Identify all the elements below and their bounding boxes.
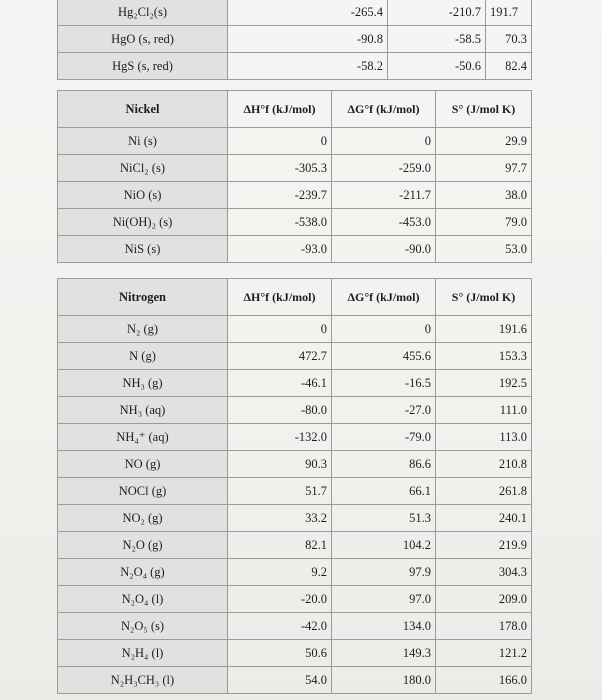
table-header-row	[58, 279, 532, 316]
enthalpy-value: -239.7	[228, 182, 332, 209]
compound-name: N (g)	[58, 343, 228, 370]
gibbs-value: 134.0	[332, 613, 436, 640]
gibbs-heading: ΔG°f (kJ/mol)	[332, 279, 436, 316]
compound-name: NH₄⁺ (aq)	[58, 424, 228, 451]
entropy-heading: S° (J/mol K)	[436, 279, 532, 316]
gibbs-value: -259.0	[332, 155, 436, 182]
enthalpy-heading: ΔH°f (kJ/mol)	[228, 279, 332, 316]
entropy-value: 166.0	[436, 667, 532, 694]
enthalpy-value: 54.0	[228, 667, 332, 694]
entropy-value: 192.5	[436, 370, 532, 397]
table-row	[58, 640, 532, 667]
entropy-value: 261.8	[436, 478, 532, 505]
compound-name: Hg₂Cl₂(s)	[58, 0, 228, 26]
table-row	[58, 424, 532, 451]
compound-name: NO₂ (g)	[58, 505, 228, 532]
element-heading: Nitrogen	[58, 279, 228, 316]
enthalpy-value: -20.0	[228, 586, 332, 613]
nitrogen-table	[57, 278, 532, 694]
entropy-value: 113.0	[436, 424, 532, 451]
enthalpy-value: 33.2	[228, 505, 332, 532]
gibbs-value: 86.6	[332, 451, 436, 478]
entropy-value: 79.0	[436, 209, 532, 236]
table-row	[58, 505, 532, 532]
compound-name: Ni (s)	[58, 128, 228, 155]
table-header-row	[58, 91, 532, 128]
compound-name: HgS (s, red)	[58, 53, 228, 80]
table-row	[58, 586, 532, 613]
enthalpy-value: -46.1	[228, 370, 332, 397]
gibbs-value: 97.9	[332, 559, 436, 586]
entropy-value: 111.0	[436, 397, 532, 424]
entropy-value: 219.9	[436, 532, 532, 559]
compound-name: N₂H₄ (l)	[58, 640, 228, 667]
entropy-value: 29.9	[436, 128, 532, 155]
compound-name: N₂ (g)	[58, 316, 228, 343]
enthalpy-value: -58.2	[228, 53, 388, 80]
compound-name: NOCl (g)	[58, 478, 228, 505]
table-row	[58, 182, 532, 209]
enthalpy-value: 90.3	[228, 451, 332, 478]
table-row	[58, 370, 532, 397]
gibbs-value: 180.0	[332, 667, 436, 694]
compound-name: HgO (s, red)	[58, 26, 228, 53]
gibbs-value: 51.3	[332, 505, 436, 532]
gibbs-value: 97.0	[332, 586, 436, 613]
enthalpy-value: -265.4	[228, 0, 388, 26]
gibbs-value: -50.6	[388, 53, 486, 80]
compound-name: NH₃ (aq)	[58, 397, 228, 424]
table-row	[58, 53, 532, 80]
entropy-value: 70.3	[486, 26, 532, 53]
table-row	[58, 667, 532, 694]
nickel-table	[57, 90, 532, 263]
table-row	[58, 26, 532, 53]
table-row	[58, 478, 532, 505]
enthalpy-value: -42.0	[228, 613, 332, 640]
table-row	[58, 209, 532, 236]
compound-name: N₂O₅ (s)	[58, 613, 228, 640]
enthalpy-value: 0	[228, 316, 332, 343]
enthalpy-value: 51.7	[228, 478, 332, 505]
table-row	[58, 343, 532, 370]
compound-name: NH₃ (g)	[58, 370, 228, 397]
table-row	[58, 559, 532, 586]
compound-name: NO (g)	[58, 451, 228, 478]
enthalpy-value: -93.0	[228, 236, 332, 263]
table-row	[58, 236, 532, 263]
enthalpy-value: 9.2	[228, 559, 332, 586]
enthalpy-value: -538.0	[228, 209, 332, 236]
table-row	[58, 613, 532, 640]
gibbs-value: -79.0	[332, 424, 436, 451]
gibbs-value: 0	[332, 316, 436, 343]
table-row	[58, 316, 532, 343]
gibbs-value: 104.2	[332, 532, 436, 559]
table-row	[58, 532, 532, 559]
entropy-value: 210.8	[436, 451, 532, 478]
gibbs-value: -210.7	[388, 0, 486, 26]
compound-name: N₂O₄ (l)	[58, 586, 228, 613]
element-heading: Nickel	[58, 91, 228, 128]
entropy-value: 191.6	[436, 316, 532, 343]
entropy-value: 121.2	[436, 640, 532, 667]
table-row	[58, 128, 532, 155]
gibbs-value: -211.7	[332, 182, 436, 209]
gibbs-heading: ΔG°f (kJ/mol)	[332, 91, 436, 128]
gibbs-value: 0	[332, 128, 436, 155]
enthalpy-value: 472.7	[228, 343, 332, 370]
gibbs-value: -27.0	[332, 397, 436, 424]
enthalpy-value: 82.1	[228, 532, 332, 559]
gibbs-value: -90.0	[332, 236, 436, 263]
compound-name: N₂H₃CH₃ (l)	[58, 667, 228, 694]
enthalpy-heading: ΔH°f (kJ/mol)	[228, 91, 332, 128]
enthalpy-value: -90.8	[228, 26, 388, 53]
enthalpy-value: -80.0	[228, 397, 332, 424]
gibbs-value: 455.6	[332, 343, 436, 370]
table-row	[58, 397, 532, 424]
compound-name: N₂O₄ (g)	[58, 559, 228, 586]
entropy-value: 178.0	[436, 613, 532, 640]
compound-name: Ni(OH)₂ (s)	[58, 209, 228, 236]
entropy-value: 191.7	[486, 0, 532, 26]
gibbs-value: -16.5	[332, 370, 436, 397]
entropy-value: 82.4	[486, 53, 532, 80]
enthalpy-value: -132.0	[228, 424, 332, 451]
table-row	[58, 155, 532, 182]
compound-name: N₂O (g)	[58, 532, 228, 559]
entropy-value: 209.0	[436, 586, 532, 613]
gibbs-value: 66.1	[332, 478, 436, 505]
entropy-value: 38.0	[436, 182, 532, 209]
entropy-value: 153.3	[436, 343, 532, 370]
enthalpy-value: 50.6	[228, 640, 332, 667]
entropy-heading: S° (J/mol K)	[436, 91, 532, 128]
table-row	[58, 451, 532, 478]
entropy-value: 97.7	[436, 155, 532, 182]
table-row	[58, 0, 532, 26]
mercury-table	[57, 0, 532, 80]
compound-name: NiO (s)	[58, 182, 228, 209]
compound-name: NiS (s)	[58, 236, 228, 263]
enthalpy-value: -305.3	[228, 155, 332, 182]
entropy-value: 53.0	[436, 236, 532, 263]
compound-name: NiCl₂ (s)	[58, 155, 228, 182]
enthalpy-value: 0	[228, 128, 332, 155]
gibbs-value: -58.5	[388, 26, 486, 53]
entropy-value: 304.3	[436, 559, 532, 586]
gibbs-value: 149.3	[332, 640, 436, 667]
entropy-value: 240.1	[436, 505, 532, 532]
gibbs-value: -453.0	[332, 209, 436, 236]
